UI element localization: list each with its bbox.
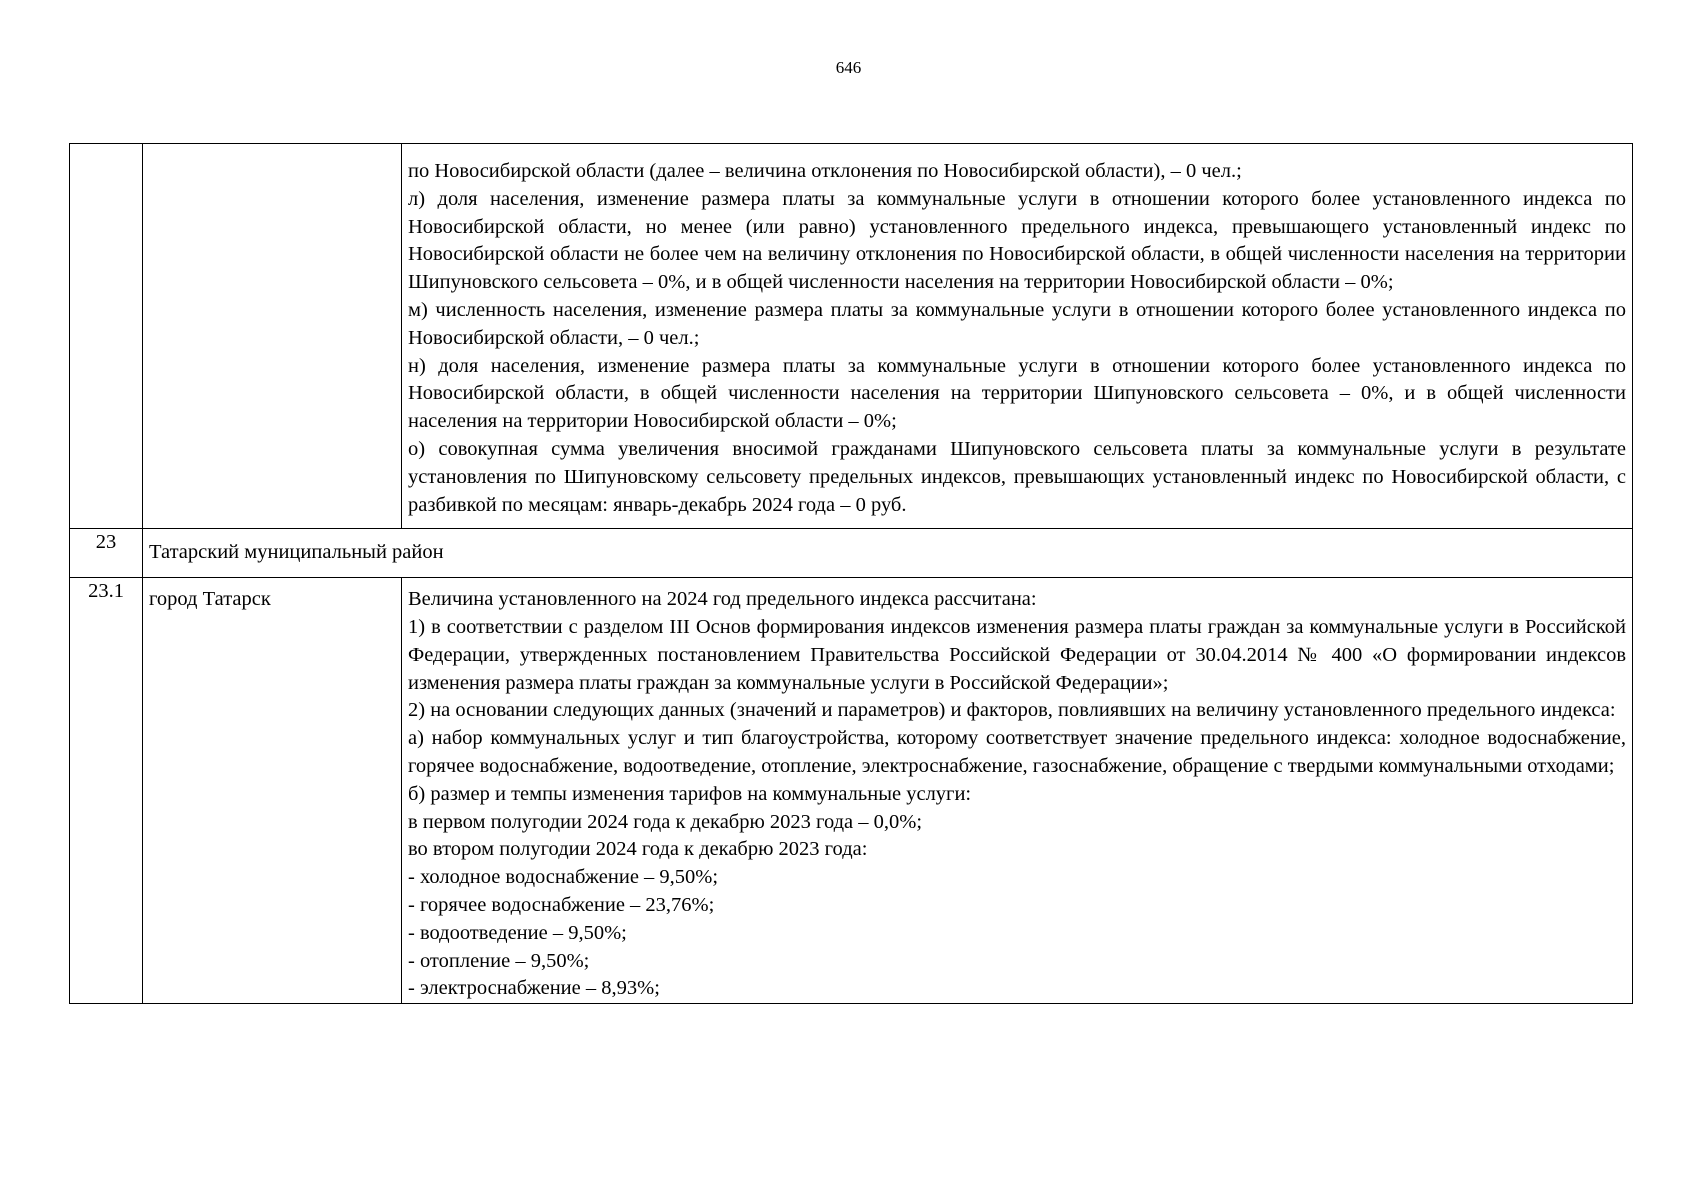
table-row [70,578,1633,1004]
paragraph: н) доля населения, изменение размера платы за коммунальные услуги в отношении которого более установленного индекса по Новосибирской области, в общей численности населения на территории Шипуновского сельсовета – 0%, и в общей численности населения на территории Новосибирской области – 0%; [408,354,1626,433]
row-number-cell: 23 [70,529,143,578]
municipality-name-cell: город Татарск [143,578,402,1004]
list-item: - электроснабжение – 8,93%; [408,977,660,1000]
list-item: - водоотведение – 9,50%; [408,921,627,944]
municipality-name-cell [143,144,402,529]
paragraph: а) набор коммунальных услуг и тип благоустройства, которому соответствует значение предельного индекса: холодное водоснабжение, горячее водоснабжение, водоотведение, отопление, электроснабжение, газоснабжение, обращение с твердыми коммунальными отходами; [408,727,1626,777]
paragraph: во втором полугодии 2024 года к декабрю 2023 года: [408,838,868,861]
document-table [69,143,1633,1004]
page-number: 646 [835,58,862,77]
district-name-cell: Татарский муниципальный район [143,529,1633,578]
description-cell [402,144,1633,529]
description-cell [402,578,1633,1004]
paragraph: м) численность населения, изменение размера платы за коммунальные услуги в отношении которого более установленного индекса по Новосибирской области, – 0 чел.; [408,298,1626,349]
table-row [70,529,1633,578]
paragraph: по Новосибирской области (далее – величина отклонения по Новосибирской области), – 0 чел.; [408,160,1242,182]
table-row [70,144,1633,529]
row-number-cell: 23.1 [70,578,143,1004]
list-item: - отопление – 9,50%; [408,949,590,972]
paragraph: б) размер и темпы изменения тарифов на коммунальные услуги: [408,782,972,805]
list-item: - горячее водоснабжение – 23,76%; [408,893,715,916]
paragraph: Величина установленного на 2024 год предельного индекса рассчитана: [408,588,1037,611]
paragraph: л) доля населения, изменение размера платы за коммунальные услуги в отношении которого более установленного индекса по Новосибирской области, но менее (или равно) установленного предельного индекса, превышающего установленный индекс по Новосибирской области не более чем на величину отклонения по Новосибирской области, в общей численности населения на территории Шипуновского сельсовета – 0%, и в общей численности населения на территории Новосибирской области – 0%; [408,187,1626,294]
paragraph: 2) на основании следующих данных (значений и параметров) и факторов, повлиявших на величину установленного предельного индекса: [408,699,1616,722]
paragraph: о) совокупная сумма увеличения вносимой гражданами Шипуновского сельсовета платы за коммунальные услуги в результате установления по Шипуновскому сельсовету предельных индексов, превышающих установленный индекс по Новосибирской области, с разбивкой по месяцам: январь-декабрь 2024 года – 0 руб. [408,437,1626,516]
paragraph: в первом полугодии 2024 года к декабрю 2023 года – 0,0%; [408,810,923,833]
paragraph: 1) в соответствии с разделом III Основ формирования индексов изменения размера платы граждан за коммунальные услуги в Российской Федерации, утвержденных постановлением Правительства Российской Федерации от 30.04.2014 № 400 «О формировании индексов изменения размера платы граждан за коммунальные услуги в Российской Федерации»; [408,615,1626,694]
row-number-cell [70,144,143,529]
list-item: - холодное водоснабжение – 9,50%; [408,866,719,889]
